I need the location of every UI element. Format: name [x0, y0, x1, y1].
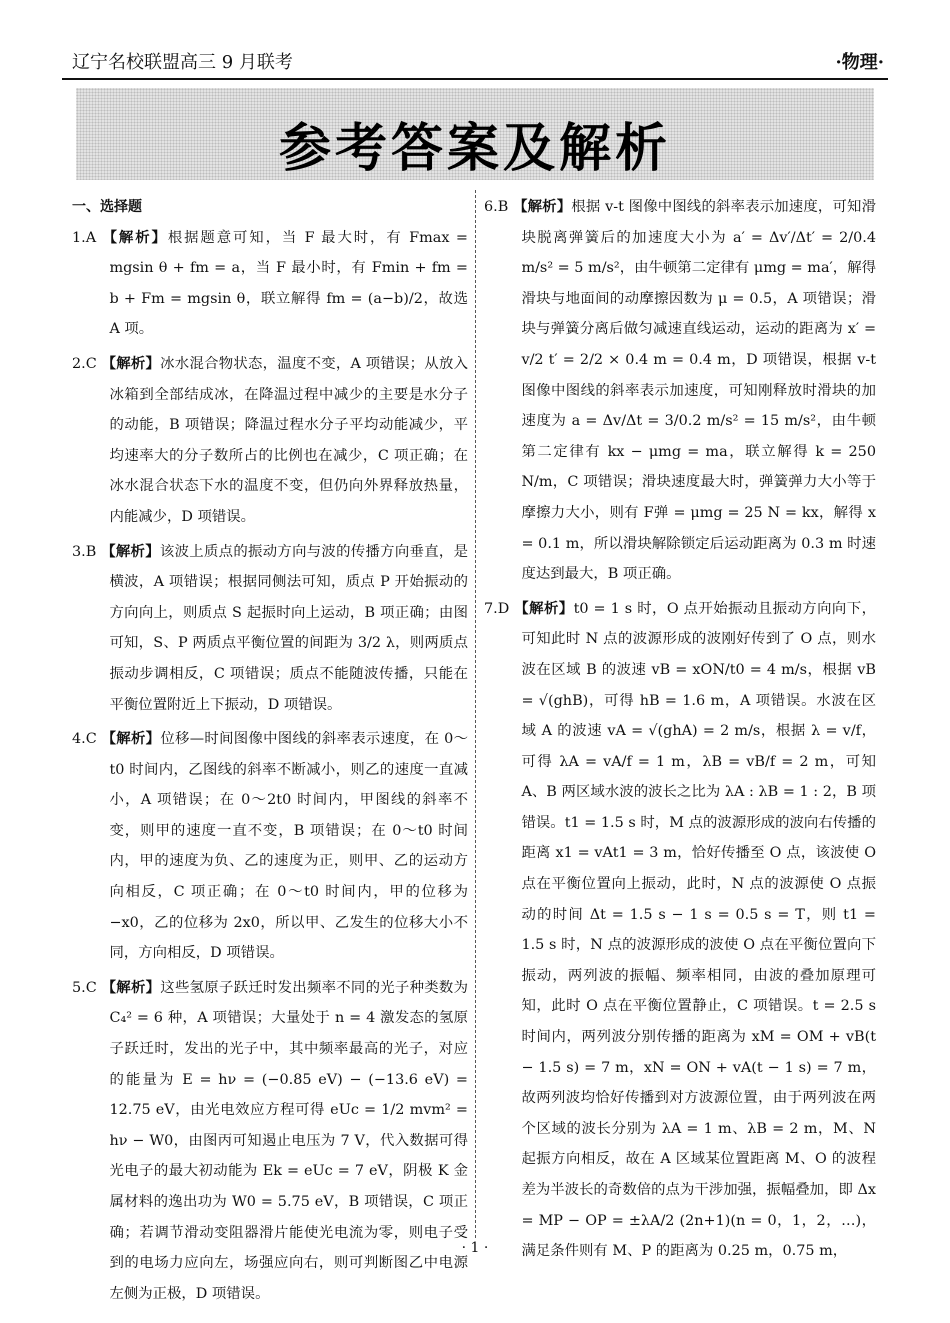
- answer-text: 这些氢原子跃迁时发出频率不同的光子种类数为 C₄² = 6 种，A 项错误；大量处于 n = 4 激发态的氢原子跃迁时，发出的光子中，其中频率最高的光子，对应的能量为 E = hν = (−0.85 eV) − (−13.6 eV) = 12.75 eV，由光电效应方程可得 eUc = 1/2 mvm² = hν − W0，由图丙可知遏止电压为 7 V，代入数据可得光电子的最大初动能为 Ek = eUc = 7 eV，阴极 K 金属材料的逸出功为 W0 = 5.75 eV，B 项错误，C 项正确；若调节滑动变阻器滑片能使光电流为零，则电子受到的电场力应向左，场强应向右，则可判断图乙中电源左侧为正极，D 项错误。: [109, 979, 468, 1302]
- analysis-tag: 【解析】: [514, 600, 574, 617]
- answer-item: [72, 349, 468, 533]
- section-title: 一、选择题: [72, 199, 142, 215]
- answer-number: 6.B: [484, 199, 509, 215]
- answer-text: 根据题意可知，当 F 最大时，有 Fmax = mgsin θ + fm = a，当 F 最小时，有 Fmin + fm = b + Fm = mgsin θ，联立解得 fm = (a−b)/2，故选 A 项。: [109, 229, 468, 338]
- answer-item: [72, 724, 468, 969]
- analysis-tag: 【解析】: [101, 355, 161, 372]
- answer-item: [72, 537, 468, 721]
- answer-item: [484, 192, 876, 590]
- right-column: [484, 192, 876, 1271]
- subject-label: ·物理·: [835, 52, 884, 73]
- answer-item: [484, 594, 876, 1267]
- answer-number: 7.D: [484, 600, 510, 617]
- answer-item: [72, 973, 468, 1310]
- answer-number: 2.C: [72, 355, 97, 372]
- page-title: 参考答案及解析: [278, 119, 671, 179]
- analysis-tag: 【解析】: [102, 229, 168, 246]
- answer-number: 1.A: [72, 229, 97, 246]
- answer-text: 该波上质点的振动方向与波的传播方向垂直，是横波，A 项错误；根据同侧法可知，质点 P 开始振动的方向向上，则质点 S 起振时向上运动，B 项正确；由图可知，S、P 两质点平衡位置的间距为 3/2 λ，则两质点振动步调相反，C 项错误；质点不能随波传播，只能在平衡位置附近上下振动，D 项错误。: [109, 543, 468, 713]
- analysis-tag: 【解析】: [101, 979, 161, 996]
- analysis-tag: 【解析】: [101, 731, 161, 748]
- page-header: [62, 48, 888, 80]
- page-number: · 1 ·: [461, 1240, 489, 1256]
- answer-number: 4.C: [72, 731, 97, 748]
- analysis-tag: 【解析】: [513, 199, 572, 215]
- left-column: [72, 192, 468, 1313]
- answer-text: 根据 v-t 图像中图线的斜率表示加速度，可知滑块脱离弹簧后的加速度大小为 a′ = Δv′/Δt′ = 2/0.4 m/s² = 5 m/s²，由牛顿第二定律有 μmg = ma′，解得滑块与地面间的动摩擦因数为 μ = 0.5，A 项错误；滑块与弹簧分离后做匀减速直线运动，运动的距离为 x′ = v/2 t′ = 2/2 × 0.4 m = 0.4 m，D 项错误，根据 v-t 图像中图线的斜率表示加速度，可知刚释放时滑块的加速度为 a = Δv/Δt = 3/0.2 m/s² = 15 m/s²，由牛顿第二定律有 kx − μmg = ma，联立解得 k = 250 N/m，C 项错误；滑块速度最大时，弹簧弹力大小等于摩擦力大小，则有 F弹 = μmg = 25 N = kx，解得 x = 0.1 m，所以滑块解除锁定后运动距离为 0.3 m 时速度达到最大，B 项正确。: [521, 199, 876, 583]
- column-divider: [475, 190, 476, 1238]
- analysis-tag: 【解析】: [101, 543, 160, 560]
- answer-text: 位移—时间图像中图线的斜率表示速度，在 0～t0 时间内，乙图线的斜率不断减小，则乙的速度一直减小，A 项错误；在 0～2t0 时间内，甲图线的斜率不变，则甲的速度一直不变，B 项错误；在 0～t0 时间内，甲的速度为负、乙的速度为正，则甲、乙的运动方向相反，C 项正确；在 0～t0 时间内，甲的位移为 −x0，乙的位移为 2x0，所以甲、乙发生的位移大小不同，方向相反，D 项错误。: [109, 731, 468, 962]
- title-banner: [76, 88, 874, 180]
- answer-number: 3.B: [72, 543, 97, 560]
- answer-text: 冰水混合物状态，温度不变，A 项错误；从放入冰箱到全部结成冰，在降温过程中减少的主要是水分子的动能，B 项错误；降温过程水分子平均动能减少，平均速率大的分子数所占的比例也在减少，C 项正确；在冰水混合状态下水的温度不变，但仍向外界释放热量，内能减少，D 项错误。: [109, 355, 468, 525]
- answer-number: 5.C: [72, 979, 97, 996]
- answer-text: t0 = 1 s 时，O 点开始振动且振动方向向下，可知此时 N 点的波源形成的波刚好传到了 O 点，则水波在区域 B 的波速 vB = xON/t0 = 4 m/s，根据 vB = √(ghB)，可得 hB = 1.6 m，A 项错误。水波在区域 A 的波速 vA = √(ghA) = 2 m/s，根据 λ = v/f，可得 λA = vA/f = 1 m，λB = vB/f = 2 m，可知 A、B 两区域水波的波长之比为 λA : λB = 1 : 2，B 项错误。t1 = 1.5 s 时，M 点的波源形成的波向右传播的距离 x1 = vAt1 = 3 m，恰好传播至 O 点，该波使 O 点在平衡位置向上振动，此时，N 点的波源使 O 点振动的时间 Δt = 1.5 s − 1 s = 0.5 s = T，则 t1 = 1.5 s 时，N 点的波源形成的波使 O 点在平衡位置向下振动，两列波的振幅、频率相同，由波的叠加原理可知，此时 O 点在平衡位置静止，C 项错误。t = 2.5 s 时间内，两列波分别传播的距离为 xM = OM + vB(t − 1.5 s) = 7 m，xN = ON + vA(t − 1 s) = 7 m，故两列波均恰好传播到对方波源位置，由于两列波在两个区域的波长分别为 λA = 1 m、λB = 2 m，M、N 起振方向相反，故在 A 区域某位置距离 M、O 的波程差为半波长的奇数倍的点为干涉加强，振幅叠加，即 Δx = MP − OP = ±λA/2 (2n+1)(n = 0，1，2，…)，满足条件则有 M、P 的距离为 0.25 m，0.75 m，: [521, 600, 876, 1260]
- exam-title: 辽宁名校联盟高三 9 月联考: [72, 52, 293, 73]
- answer-item: [72, 223, 468, 345]
